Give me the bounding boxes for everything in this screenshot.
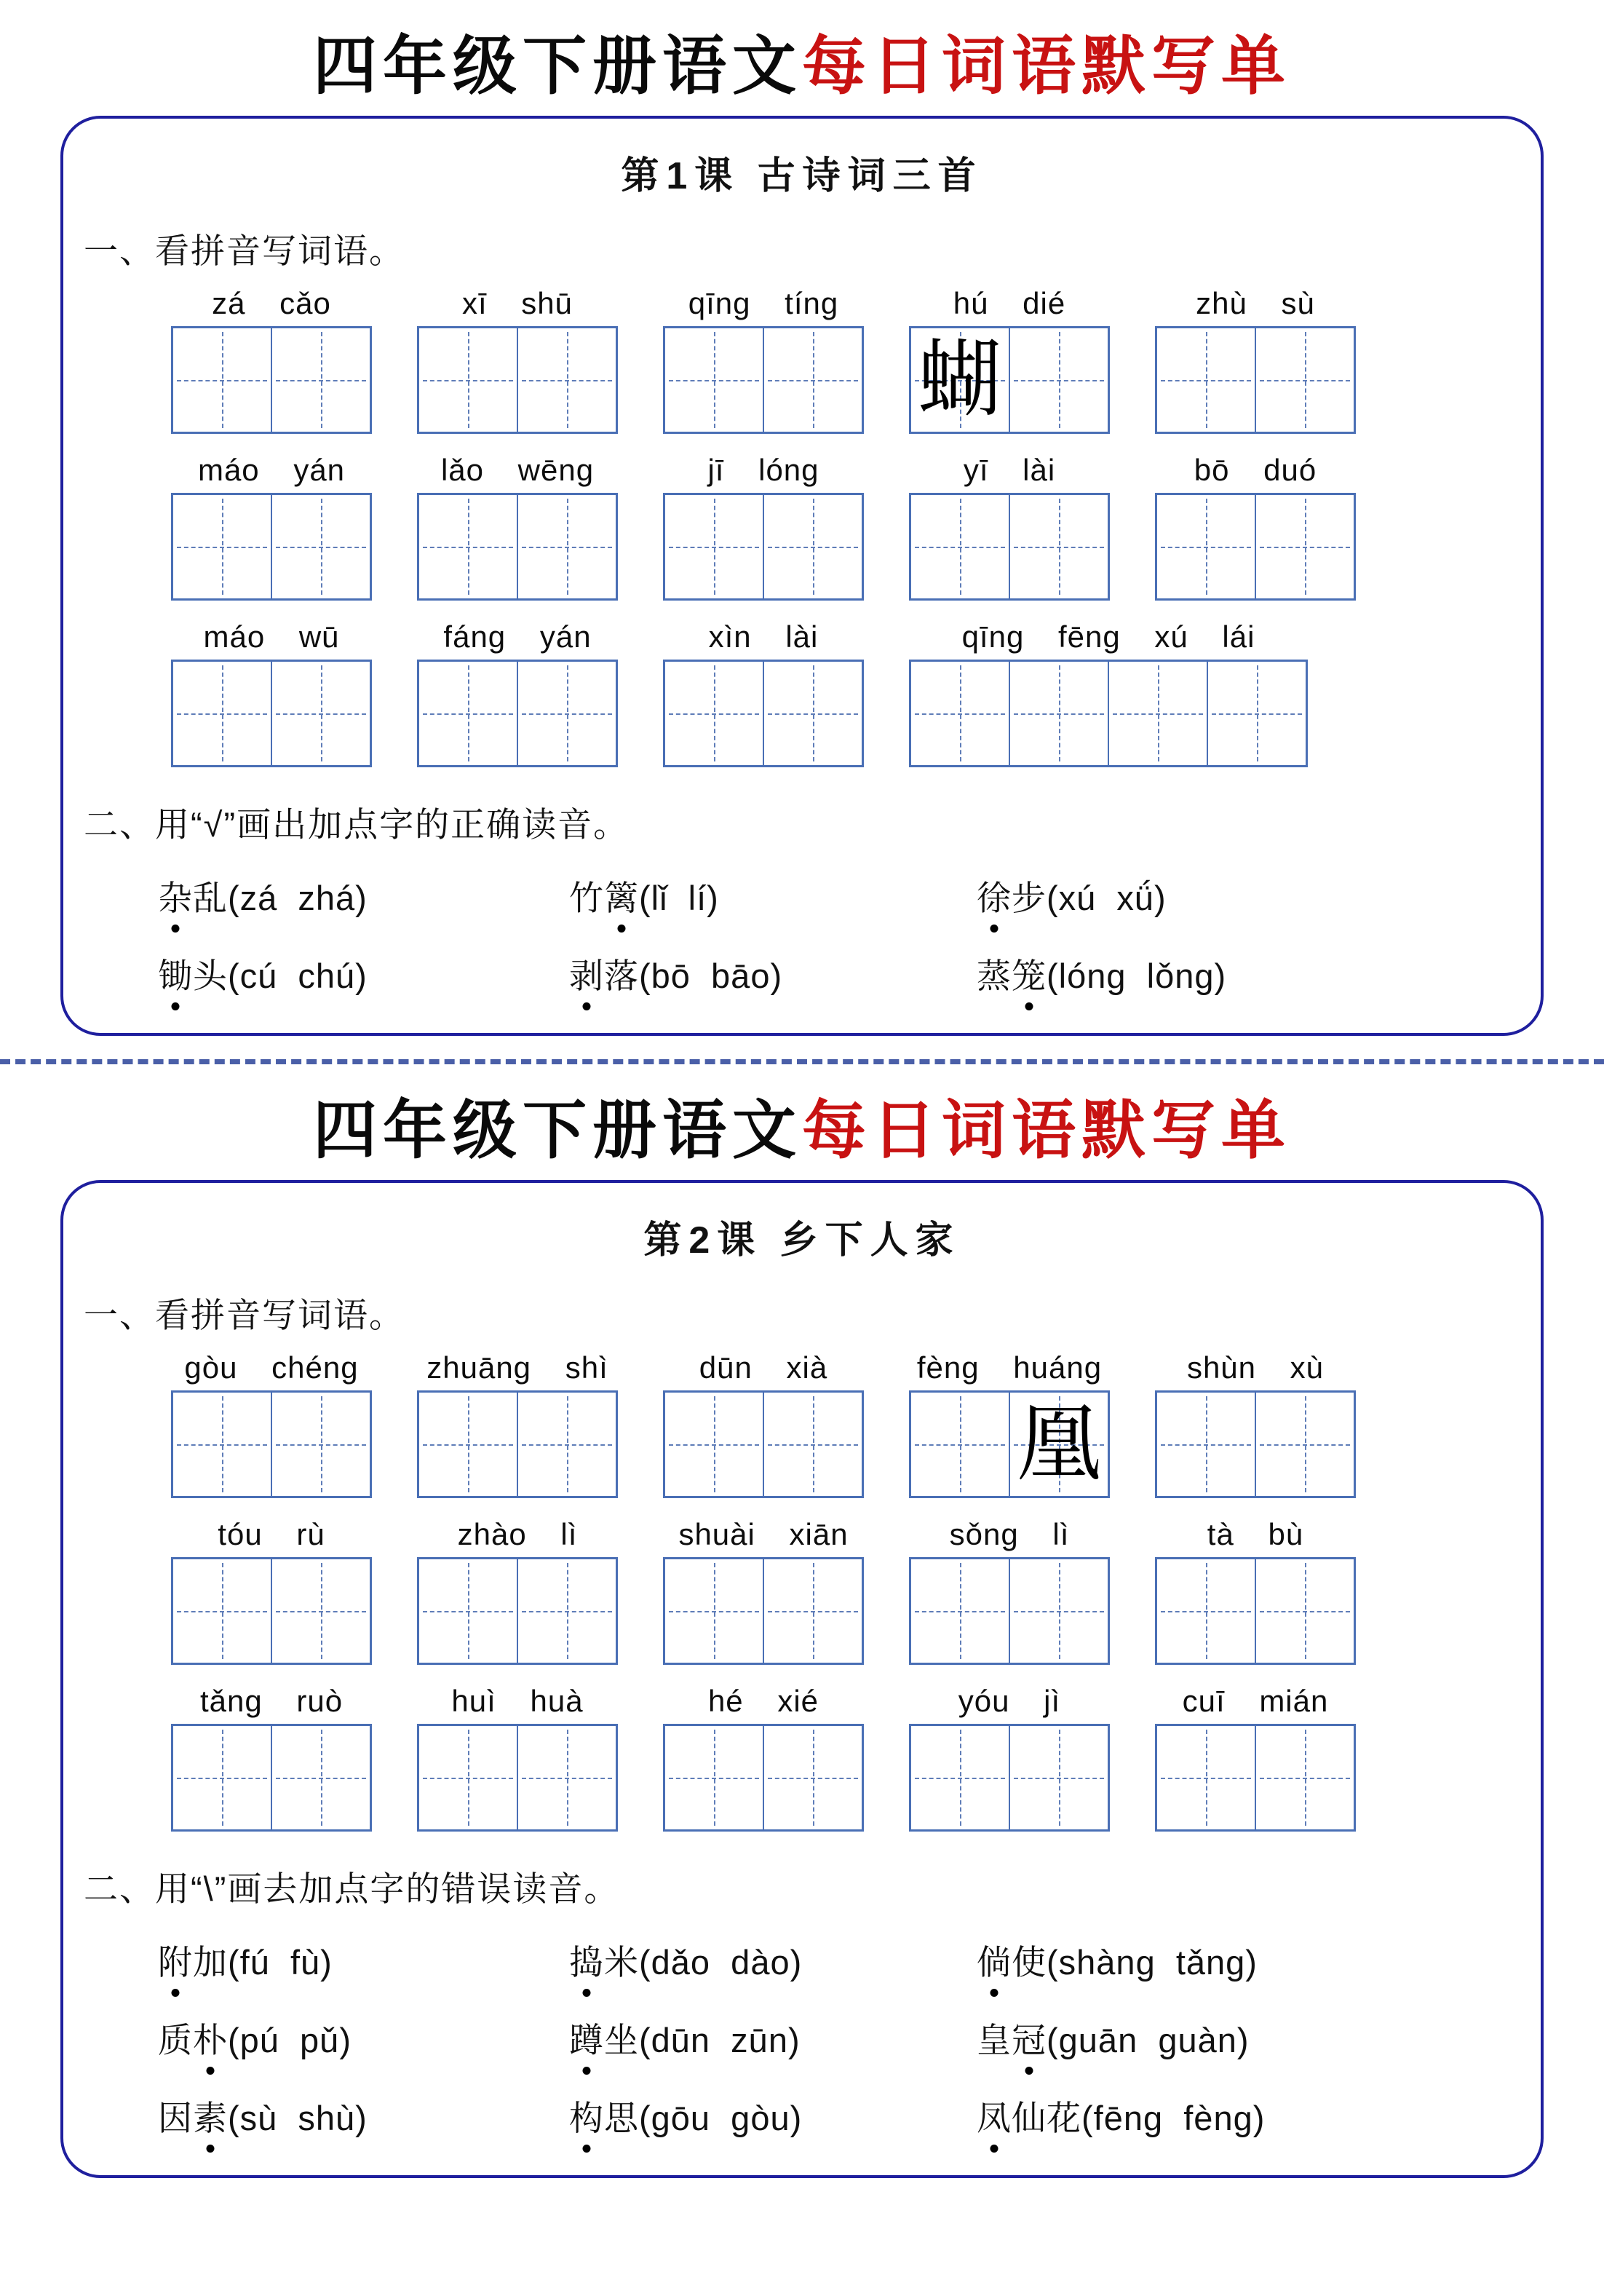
grid-cell	[419, 328, 518, 432]
writing-grid	[417, 493, 618, 601]
grid-cell	[665, 1726, 764, 1829]
phonetic-choice-item: 凤仙花(fēng fèng)	[977, 2091, 1541, 2140]
phonetic-choice-item: 倘使(shàng tǎng)	[977, 1936, 1541, 1984]
dictation-unit	[1155, 286, 1356, 434]
grid-cell	[1010, 328, 1108, 432]
phonetic-choice-item: 竹篱(lǐ lí)	[569, 871, 977, 920]
lesson1-section1-label: 一、看拼音写词语。	[84, 231, 405, 271]
pinyin-label: cuī mián	[1182, 1684, 1329, 1719]
lesson2-panel	[60, 1180, 1544, 2178]
pinyin-label: zhào lì	[457, 1517, 578, 1552]
pinyin-label: yī lài	[963, 453, 1056, 488]
grid-cell	[419, 1393, 518, 1496]
dictation-unit	[1155, 1350, 1356, 1498]
phonetic-choice-item: 杂乱(zá zhá)	[158, 871, 569, 920]
grid-cell	[911, 495, 1010, 598]
title-black-part: 四年级下册语文	[312, 28, 802, 103]
writing-grid	[663, 1557, 864, 1665]
pinyin-label: qīng tíng	[688, 286, 839, 321]
page-title	[0, 29, 1604, 103]
grid-cell	[1157, 1726, 1256, 1829]
grid-cell	[272, 1726, 370, 1829]
pinyin-label: hé xié	[707, 1684, 819, 1719]
grid-cell	[764, 1559, 862, 1663]
writing-grid	[1155, 493, 1356, 601]
grid-cell	[419, 1559, 518, 1663]
writing-grid	[1155, 1724, 1356, 1832]
pinyin-label: máo yán	[197, 453, 346, 488]
grid-cell	[518, 662, 616, 765]
writing-grid	[663, 1390, 864, 1498]
preset-character: 凰	[1017, 1395, 1101, 1494]
grid-cell	[1157, 1393, 1256, 1496]
pinyin-label: shùn xù	[1186, 1350, 1325, 1385]
grid-cell	[1157, 1559, 1256, 1663]
phonetic-choice-item: 构思(gōu gòu)	[569, 2091, 977, 2140]
grid-cell	[665, 1559, 764, 1663]
grid-cell	[1256, 328, 1354, 432]
writing-grid	[171, 493, 372, 601]
dictation-unit	[417, 1350, 618, 1498]
grid-cell	[272, 662, 370, 765]
dictation-unit	[171, 1684, 372, 1832]
phonetic-choice-item: 皇冠(guān guàn)	[977, 2014, 1541, 2062]
writing-grid	[909, 493, 1110, 601]
writing-grid	[663, 326, 864, 434]
phonetic-choice-item: 质朴(pú pǔ)	[158, 2014, 569, 2062]
dictation-unit	[663, 1350, 864, 1498]
grid-cell	[173, 1726, 272, 1829]
phonetic-choice-item: 捣米(dǎo dào)	[569, 1936, 977, 1984]
phonetic-choice-item: 蹲坐(dūn zūn)	[569, 2014, 977, 2062]
writing-grid	[417, 1390, 618, 1498]
phonetic-choice-item: 附加(fú fù)	[158, 1936, 569, 1984]
pinyin-label: fáng yán	[443, 619, 592, 654]
grid-cell	[1010, 1393, 1108, 1496]
phonetic-choice-item: 徐步(xú xǘ)	[977, 871, 1541, 920]
lesson1-panel	[60, 116, 1544, 1036]
writing-grid	[909, 1724, 1110, 1832]
lesson2-grid-row-3	[63, 1684, 1541, 1832]
grid-cell	[1010, 1726, 1108, 1829]
writing-grid	[171, 326, 372, 434]
pinyin-label: shuài xiān	[678, 1517, 849, 1552]
pinyin-label: zhuāng shì	[426, 1350, 608, 1385]
dictation-unit	[171, 1517, 372, 1665]
writing-grid	[663, 660, 864, 767]
writing-grid	[909, 326, 1110, 434]
grid-cell	[665, 328, 764, 432]
lesson2-section2-label: 二、用“\”画去加点字的错误读音。	[84, 1869, 620, 1909]
grid-cell	[1010, 662, 1109, 765]
grid-cell	[173, 328, 272, 432]
grid-cell	[764, 662, 862, 765]
grid-cell	[1109, 662, 1208, 765]
pinyin-label: dūn xià	[699, 1350, 828, 1385]
grid-cell	[272, 1393, 370, 1496]
pinyin-label: huì huà	[451, 1684, 584, 1719]
dictation-unit	[909, 1517, 1110, 1665]
grid-cell	[1010, 1559, 1108, 1663]
lesson1-grid-row-1	[63, 286, 1541, 434]
grid-cell	[173, 495, 272, 598]
grid-cell	[911, 1726, 1010, 1829]
dictation-unit	[417, 619, 618, 767]
grid-cell	[1256, 495, 1354, 598]
writing-grid	[417, 326, 618, 434]
pinyin-label: lǎo wēng	[440, 453, 595, 488]
writing-grid	[171, 1724, 372, 1832]
lesson1-items	[63, 871, 1541, 998]
pinyin-label: tóu rù	[218, 1517, 325, 1552]
grid-cell	[1157, 328, 1256, 432]
grid-cell	[173, 662, 272, 765]
grid-cell	[911, 328, 1010, 432]
lesson1-title: 第1课 古诗词三首	[621, 155, 983, 198]
pinyin-label: bō duó	[1194, 453, 1317, 488]
writing-grid	[171, 1390, 372, 1498]
grid-cell	[518, 1726, 616, 1829]
dictation-unit	[417, 1684, 618, 1832]
grid-cell	[518, 1559, 616, 1663]
grid-cell	[518, 328, 616, 432]
grid-cell	[419, 1726, 518, 1829]
phonetic-choice-item: 因素(sù shù)	[158, 2091, 569, 2140]
pinyin-label: hú dié	[953, 286, 1066, 321]
grid-cell	[1256, 1393, 1354, 1496]
pinyin-label: tà bù	[1207, 1517, 1304, 1552]
pinyin-label: zá cǎo	[212, 286, 331, 321]
grid-cell	[419, 662, 518, 765]
dictation-unit	[909, 453, 1110, 601]
grid-cell	[911, 1393, 1010, 1496]
grid-cell	[272, 495, 370, 598]
dictation-unit	[663, 286, 864, 434]
pinyin-label: xìn lài	[708, 619, 819, 654]
dictation-unit	[171, 286, 372, 434]
writing-grid	[663, 1724, 864, 1832]
grid-cell	[518, 495, 616, 598]
pinyin-label: gòu chéng	[184, 1350, 359, 1385]
pinyin-label: xī shū	[461, 286, 573, 321]
writing-grid	[417, 660, 618, 767]
grid-cell	[173, 1393, 272, 1496]
dictation-unit	[417, 1517, 618, 1665]
pinyin-label: tǎng ruò	[199, 1684, 344, 1719]
dictation-unit	[171, 1350, 372, 1498]
dictation-unit	[417, 453, 618, 601]
grid-cell	[665, 1393, 764, 1496]
title-black-part: 四年级下册语文	[312, 1093, 802, 1168]
worksheet-page	[0, 29, 1604, 2178]
lesson2-section1-label: 一、看拼音写词语。	[84, 1296, 405, 1335]
dictation-unit	[909, 619, 1308, 767]
writing-grid	[663, 493, 864, 601]
grid-cell	[665, 662, 764, 765]
lesson1-grid-row-3	[63, 619, 1541, 767]
lesson2-title: 第2课 乡下人家	[643, 1219, 961, 1262]
writing-grid	[171, 1557, 372, 1665]
grid-cell	[1157, 495, 1256, 598]
dictation-unit	[663, 1684, 864, 1832]
writing-grid	[417, 1724, 618, 1832]
writing-grid	[909, 1557, 1110, 1665]
dictation-unit	[171, 453, 372, 601]
grid-cell	[272, 1559, 370, 1663]
grid-cell	[911, 662, 1010, 765]
writing-grid	[1155, 1557, 1356, 1665]
lesson1-section2-label: 二、用“√”画出加点字的正确读音。	[84, 805, 630, 844]
dictation-unit	[1155, 453, 1356, 601]
phonetic-choice-item: 蒸笼(lóng lǒng)	[977, 949, 1541, 998]
phonetic-choice-item: 锄头(cú chú)	[158, 949, 569, 998]
grid-cell	[911, 1559, 1010, 1663]
grid-cell	[764, 1726, 862, 1829]
grid-cell	[1256, 1726, 1354, 1829]
grid-cell	[1208, 662, 1306, 765]
lesson2-grid-row-1	[63, 1350, 1541, 1498]
grid-cell	[764, 495, 862, 598]
pinyin-label: jī lóng	[707, 453, 819, 488]
writing-grid	[909, 1390, 1110, 1498]
title-red-part: 每日词语默写单	[802, 28, 1292, 103]
dictation-unit	[417, 286, 618, 434]
dictation-unit	[1155, 1684, 1356, 1832]
dictation-unit	[663, 1517, 864, 1665]
page-title-2	[0, 1093, 1604, 1167]
pinyin-label: fèng huáng	[916, 1350, 1103, 1385]
grid-cell	[764, 328, 862, 432]
grid-cell	[665, 495, 764, 598]
preset-character: 蝴	[918, 330, 1002, 429]
grid-cell	[173, 1559, 272, 1663]
grid-cell	[272, 328, 370, 432]
sheet-divider	[0, 1059, 1604, 1064]
dictation-unit	[663, 619, 864, 767]
dictation-unit	[909, 1684, 1110, 1832]
writing-grid	[1155, 326, 1356, 434]
dictation-unit	[1155, 1517, 1356, 1665]
pinyin-label: yóu jì	[958, 1684, 1061, 1719]
title-red-part: 每日词语默写单	[802, 1093, 1292, 1168]
writing-grid	[171, 660, 372, 767]
lesson2-grid-row-2	[63, 1517, 1541, 1665]
grid-cell	[419, 495, 518, 598]
dictation-unit	[663, 453, 864, 601]
lesson2-items	[63, 1936, 1541, 2140]
grid-cell	[1010, 495, 1108, 598]
pinyin-label: sǒng lì	[949, 1517, 1070, 1552]
writing-grid	[1155, 1390, 1356, 1498]
lesson1-grid-row-2	[63, 453, 1541, 601]
dictation-unit	[909, 1350, 1110, 1498]
dictation-unit	[909, 286, 1110, 434]
pinyin-label: zhù sù	[1196, 286, 1315, 321]
dictation-unit	[171, 619, 372, 767]
pinyin-label: máo wū	[203, 619, 340, 654]
writing-grid	[909, 660, 1308, 767]
writing-grid	[417, 1557, 618, 1665]
grid-cell	[518, 1393, 616, 1496]
grid-cell	[1256, 1559, 1354, 1663]
grid-cell	[764, 1393, 862, 1496]
pinyin-label: qīng fēng xú lái	[961, 619, 1255, 654]
phonetic-choice-item: 剥落(bō bāo)	[569, 949, 977, 998]
